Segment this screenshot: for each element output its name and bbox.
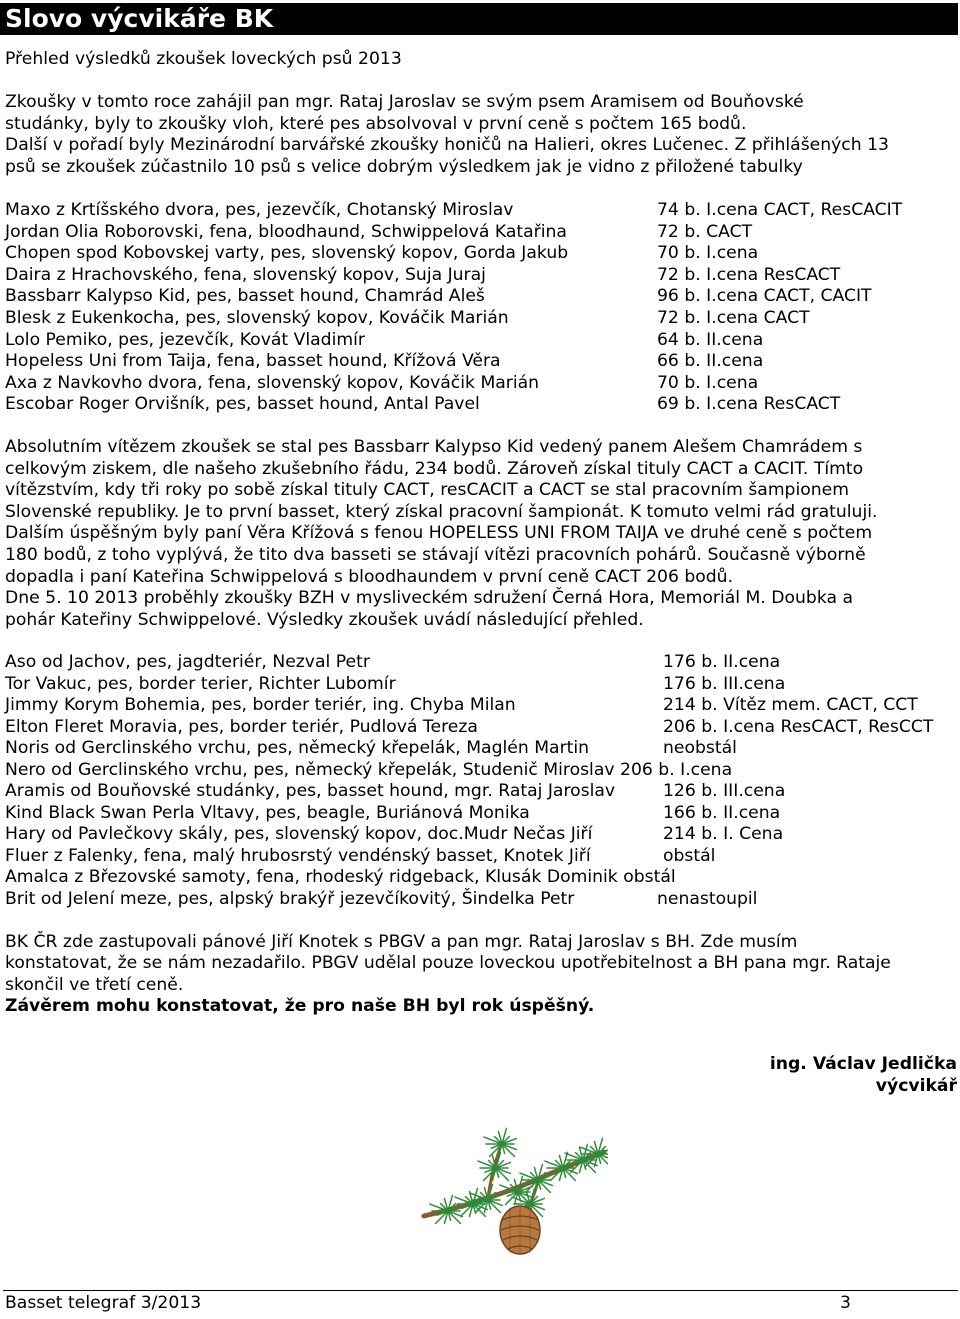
intro-line: Zkoušky v tomto roce zahájil pan mgr. Rataj Jaroslav se svým psem Aramisem od Bouňovské	[5, 92, 804, 112]
result-score: 66 b. II.cena	[657, 351, 764, 371]
result-row	[5, 200, 903, 222]
dog-entry: Jordan Olia Roborovski, fena, bloodhaund, Schwippelová Katařina	[5, 222, 567, 242]
result-score: 214 b. Vítěz mem. CACT, CCT	[663, 695, 918, 715]
result-row	[5, 738, 737, 760]
dog-entry: Tor Vakuc, pes, border terier, Richter Lubomír	[5, 674, 396, 694]
result-row	[5, 695, 918, 717]
result-score: 96 b. I.cena CACT, CACIT	[657, 286, 872, 306]
result-row	[5, 373, 759, 395]
summary-line: Dne 5. 10 2013 proběhly zkoušky BZH v mysliveckém sdružení Černá Hora, Memoriál M. Doubka a	[5, 588, 854, 608]
result-row	[5, 803, 781, 825]
dog-entry: Elton Fleret Moravia, pes, border teriér, Pudlová Tereza	[5, 717, 478, 737]
summary-line: 180 bodů, z toho vyplývá, že tito dva basseti se stávají vítězi pracovních pohárů. Současně výborně	[5, 545, 866, 565]
dog-entry: Jimmy Korym Bohemia, pes, border teriér, ing. Chyba Milan	[5, 695, 516, 715]
result-row	[5, 286, 872, 308]
signature-role: výcvikář	[875, 1076, 957, 1096]
result-row	[5, 760, 732, 782]
summary-line: Slovenské republiky. Je to první basset, který získal pracovní šampionát. K tomuto velmi rád gratuluji.	[5, 502, 878, 522]
result-row	[5, 717, 934, 739]
result-score: nenastoupil	[657, 889, 758, 909]
dog-entry: Aramis od Bouňovské studánky, pes, basset hound, mgr. Rataj Jaroslav	[5, 781, 616, 801]
result-score: 72 b. I.cena CACT	[657, 308, 810, 328]
dog-entry: Escobar Roger Orvišník, pes, basset hound, Antal Pavel	[5, 394, 480, 414]
result-score: 64 b. II.cena	[657, 330, 764, 350]
closing-line: BK ČR zde zastupovali pánové Jiří Knotek s PBGV a pan mgr. Rataj Jaroslav s BH. Zde musím	[5, 932, 798, 952]
section-banner-title: Slovo výcvikáře BK	[0, 3, 958, 35]
result-score: 69 b. I.cena ResCACT	[657, 394, 841, 414]
dog-entry: Lolo Pemiko, pes, jezevčík, Kovát Vladimír	[5, 330, 365, 350]
result-row	[5, 351, 764, 373]
summary-line: vítězstvím, kdy tři roky po sobě získal tituly CACT, resCACIT a CACT se stal pracovním šampionem	[5, 480, 849, 500]
result-score: 74 b. I.cena CACT, ResCACIT	[657, 200, 903, 220]
intro-line: psů se zkoušek zúčastnilo 10 psů s velice dobrým výsledkem jak je vidno z přiložené tabulky	[5, 157, 803, 177]
summary-line: Dalším úspěšným byly paní Věra Křížová s fenou HOPELESS UNI FROM TAIJA ve druhé ceně s počtem	[5, 523, 873, 543]
signature-name: ing. Václav Jedlička	[769, 1054, 957, 1074]
result-row	[5, 674, 786, 696]
summary-line: pohár Kateřiny Schwippelové. Výsledky zkoušek uvádí následující přehled.	[5, 610, 644, 630]
page-number: 3	[840, 1293, 851, 1313]
result-score: obstál	[663, 846, 716, 866]
result-row	[5, 394, 841, 416]
result-score: 72 b. I.cena ResCACT	[657, 265, 841, 285]
dog-entry: Hopeless Uni from Taija, fena, basset hound, Křížová Věra	[5, 351, 501, 371]
dog-entry: Amalca z Březovské samoty, fena, rhodeský ridgeback, Klusák Dominik	[5, 867, 618, 887]
result-score: obstál	[623, 867, 676, 887]
result-row	[5, 781, 786, 803]
result-row	[5, 308, 810, 330]
result-score: 166 b. II.cena	[663, 803, 781, 823]
result-row	[5, 846, 716, 868]
result-score: 176 b. II.cena	[663, 652, 781, 672]
intro-line: Další v pořadí byly Mezinárodní barvářské zkoušky honičů na Halieri, okres Lučenec. Z přihlášených 13	[5, 135, 889, 155]
dog-entry: Bassbarr Kalypso Kid, pes, basset hound, Chamrád Aleš	[5, 286, 485, 306]
result-score: 72 b. CACT	[657, 222, 753, 242]
footer-divider	[3, 1290, 958, 1291]
result-score: 70 b. I.cena	[657, 373, 759, 393]
closing-line: konstatovat, že se nám nezadařilo. PBGV udělal pouze loveckou upotřebitelnost a BH pana mgr. Rataje	[5, 953, 891, 973]
result-row	[5, 222, 753, 244]
dog-entry: Chopen spod Kobovskej varty, pes, slovenský kopov, Gorda Jakub	[5, 243, 569, 263]
result-row	[5, 330, 764, 352]
dog-entry: Daira z Hrachovského, fena, slovenský kopov, Suja Juraj	[5, 265, 486, 285]
summary-line: Absolutním vítězem zkoušek se stal pes Bassbarr Kalypso Kid vedený panem Alešem Chamrádem s	[5, 437, 863, 457]
summary-line: celkovým ziskem, dle našeho zkušebního řádu, 234 bodů. Zároveň získal tituly CACT a CACIT. Tímto	[5, 459, 864, 479]
footer-publication: Basset telegraf 3/2013	[5, 1293, 202, 1313]
intro-line: studánky, byly to zkoušky vloh, které pes absolvoval v první ceně s počtem 165 bodů.	[5, 114, 747, 134]
dog-entry: Noris od Gerclinského vrchu, pes, německý křepelák, Maglén Martin	[5, 738, 590, 758]
dog-entry: Fluer z Falenky, fena, malý hrubosrstý vendénský basset, Knotek Jiří	[5, 846, 591, 866]
result-row	[5, 824, 784, 846]
result-score: neobstál	[663, 738, 737, 758]
dog-entry: Maxo z Krtíšského dvora, pes, jezevčík, Chotanský Miroslav	[5, 200, 514, 220]
result-row	[5, 243, 759, 265]
result-score: 70 b. I.cena	[657, 243, 759, 263]
result-row	[5, 867, 676, 889]
dog-entry: Nero od Gerclinského vrchu, pes, německý křepelák, Studenič Miroslav	[5, 760, 615, 780]
result-row	[5, 889, 758, 911]
article-subtitle: Přehled výsledků zkoušek loveckých psů 2013	[5, 49, 402, 69]
dog-entry: Brit od Jelení meze, pes, alpský brakýř jezevčíkovitý, Šindelka Petr	[5, 889, 575, 909]
closing-line: skončil ve třetí ceně.	[5, 975, 184, 995]
page-footer	[5, 1293, 955, 1314]
result-score: 206 b. I.cena ResCACT, ResCCT	[663, 717, 934, 737]
result-score: 206 b. I.cena	[620, 760, 733, 780]
result-score: 176 b. III.cena	[663, 674, 786, 694]
result-row	[5, 265, 841, 287]
dog-entry: Hary od Pavlečkovy skály, pes, slovenský kopov, doc.Mudr Nečas Jiří	[5, 824, 593, 844]
result-score: 126 b. III.cena	[663, 781, 786, 801]
result-score: 214 b. I. Cena	[663, 824, 784, 844]
larch-branch-with-cone-icon	[418, 1108, 608, 1263]
dog-entry: Kind Black Swan Perla Vltavy, pes, beagle, Buriánová Monika	[5, 803, 530, 823]
result-row	[5, 652, 781, 674]
closing-statement: Závěrem mohu konstatovat, že pro naše BH byl rok úspěšný.	[5, 996, 595, 1016]
summary-line: dopadla i paní Kateřina Schwippelová s bloodhaundem v první ceně CACT 206 bodů.	[5, 567, 734, 587]
dog-entry: Axa z Navkovho dvora, fena, slovenský kopov, Kováčik Marián	[5, 373, 540, 393]
dog-entry: Aso od Jachov, pes, jagdteriér, Nezval Petr	[5, 652, 370, 672]
dog-entry: Blesk z Eukenkocha, pes, slovenský kopov, Kováčik Marián	[5, 308, 509, 328]
